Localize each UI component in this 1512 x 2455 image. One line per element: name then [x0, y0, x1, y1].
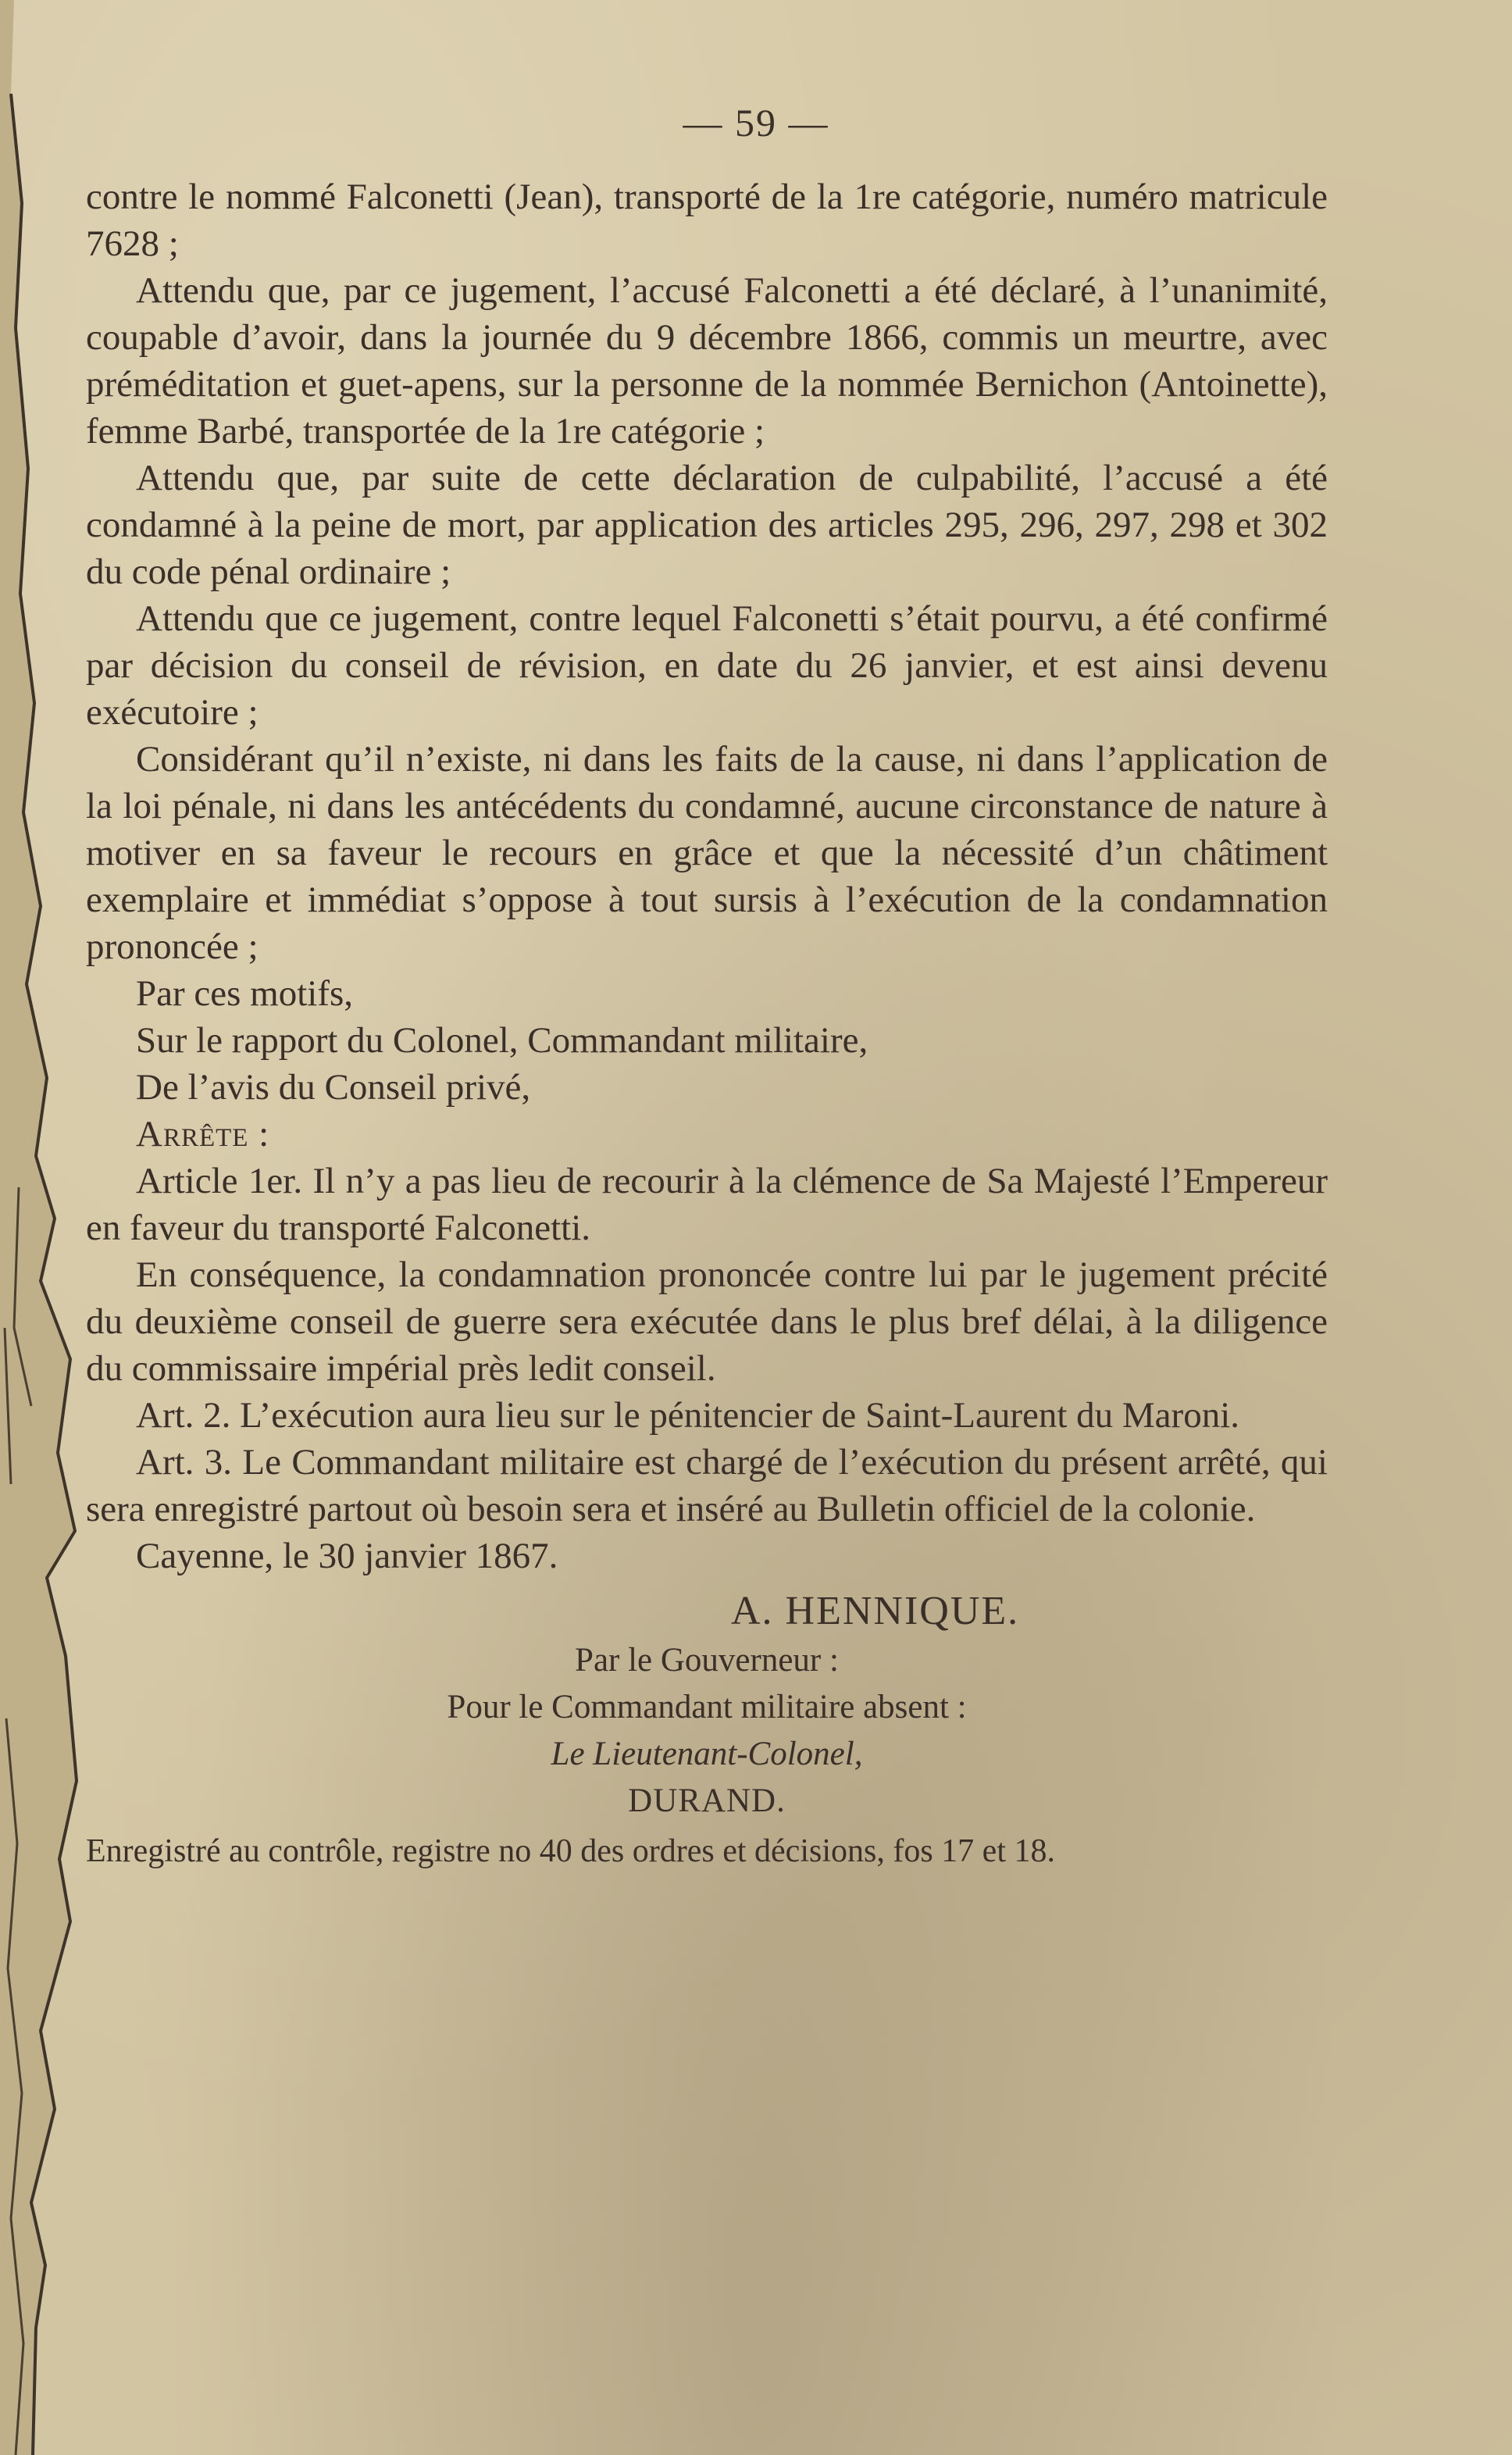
signature-block	[86, 1586, 1328, 1825]
article-1: Article 1er. Il n’y a pas lieu de recourir à la clémence de Sa Majesté l’Empereur en faveur du transporté Falconetti.	[86, 1161, 1328, 1248]
paragraph-considerant: Considérant qu’il n’existe, ni dans les faits de la cause, ni dans l’application de la loi pénale, ni dans les antécédents du condamné, aucune circonstance de nature à motiver en sa faveur le recours en grâce et que la nécessité d’un châtiment exemplaire et immédiat s’oppose à tout sursis à l’exécution de la condamnation prononcée ;	[86, 739, 1328, 967]
signature-name: A. HENNIQUE.	[731, 1589, 1020, 1633]
paragraph-motifs: Par ces motifs,	[136, 973, 354, 1014]
signature-rank: Le Lieutenant-Colonel,	[551, 1736, 863, 1772]
torn-left-edge	[0, 0, 78, 2455]
document-body	[86, 173, 1328, 1875]
paragraph-attendu-condamnation: Attendu que, par suite de cette déclaration de culpabilité, l’accusé a été condamné à la peine de mort, par application des articles 295, 296, 297, 298 et 302 du code pénal ordinaire ;	[86, 458, 1328, 592]
paragraph-avis: De l’avis du Conseil privé,	[136, 1067, 531, 1108]
date-line: Cayenne, le 30 janvier 1867.	[136, 1536, 558, 1576]
signature-signer: DURAND.	[628, 1782, 786, 1819]
paragraph-rapport: Sur le rapport du Colonel, Commandant militaire,	[136, 1020, 868, 1061]
article-3: Art. 3. Le Commandant militaire est chargé de l’exécution du présent arrêté, qui sera enregistré partout où besoin sera et inséré au Bulletin officiel de la colonie.	[86, 1442, 1328, 1529]
signature-by-governor: Par le Gouverneur :	[575, 1642, 839, 1679]
article-2: Art. 2. L’exécution aura lieu sur le pénitencier de Saint-Laurent du Maroni.	[136, 1395, 1240, 1436]
paragraph-attendu-jugement: Attendu que, par ce jugement, l’accusé Falconetti a été déclaré, à l’unanimité, coupable d’avoir, dans la journée du 9 décembre 1866, commis un meurtre, avec préméditation et guet-apens, sur la personne de la nommée Bernichon (Antoinette), femme Barbé, transportée de la 1re catégorie ;	[86, 270, 1328, 451]
paragraph-attendu-pourvoi: Attendu que ce jugement, contre lequel Falconetti s’était pourvu, a été confirmé par décision du conseil de révision, en date du 26 janvier, et est ainsi devenu exécutoire ;	[86, 598, 1328, 733]
signature-for-commander: Pour le Commandant militaire absent :	[447, 1689, 967, 1725]
page-number: — 59 —	[683, 101, 829, 145]
article-1-consequence: En conséquence, la condamnation prononcée contre lui par le jugement précité du deuxième conseil de guerre sera exécutée dans le plus bref délai, à la diligence du commissaire impérial près ledit conseil.	[86, 1254, 1328, 1389]
paragraph-opening: contre le nommé Falconetti (Jean), transporté de la 1re catégorie, numéro matricule 7628 ;	[86, 177, 1328, 264]
arrete-heading: Arrête :	[136, 1114, 270, 1154]
registration-note: Enregistré au contrôle, registre no 40 des ordres et décisions, fos 17 et 18.	[86, 1833, 1055, 1869]
